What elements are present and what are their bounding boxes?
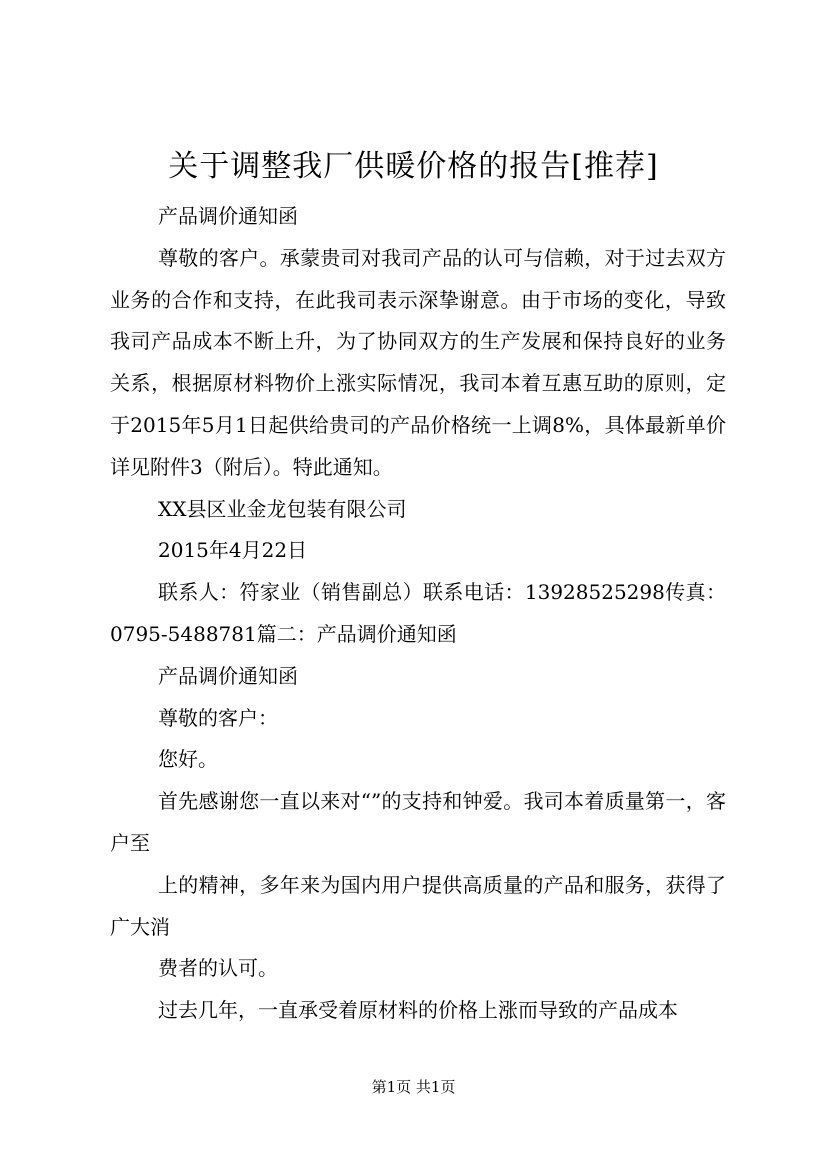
paragraph-service: 上的精神，多年来为国内用户提供高质量的产品和服务，获得了广大消	[110, 872, 726, 939]
paragraph-contact-info: 联系人：符家业（销售副总）联系电话：13928525298传真：0795-5488781篇二：产品调价通知函	[110, 580, 726, 646]
paragraph-recognition: 费者的认可。	[158, 956, 278, 981]
document-title: 关于调整我厂供暖价格的报告[推荐]	[168, 149, 659, 184]
paragraph-company-name: XX县区业金龙包装有限公司	[158, 496, 407, 521]
paragraph-notice-body: 尊敬的客户。承蒙贵司对我司产品的认可与信赖，对于过去双方业务的合作和支持，在此我司表示深挚谢意。由于市场的变化，导致我司产品成本不断上升，为了协同双方的生产发展和保持良好的业务关系，根据原材料物价上涨实际情况，我司本着互惠互助的原则，定于2015年5月1日起供给贵司的产品价格统一上调8%，具体最新单价详见附件3（附后）。特此通知。	[110, 245, 726, 479]
document-body	[110, 196, 726, 1032]
paragraph-date: 2015年4月22日	[158, 538, 308, 563]
paragraph-cost-increase: 过去几年，一直承受着原材料的价格上涨而导致的产品成本	[158, 998, 678, 1023]
paragraph-greeting: 您好。	[158, 747, 218, 772]
paragraph-thanks: 首先感谢您一直以来对“”的支持和钟爱。我司本着质量第一，客户至	[110, 789, 726, 855]
page-number-footer: 第1页 共1页	[371, 1078, 456, 1096]
paragraph-notice-heading: 产品调价通知函	[158, 204, 298, 228]
paragraph-notice-heading-2: 产品调价通知函	[158, 663, 298, 688]
paragraph-salutation: 尊敬的客户：	[158, 705, 278, 730]
